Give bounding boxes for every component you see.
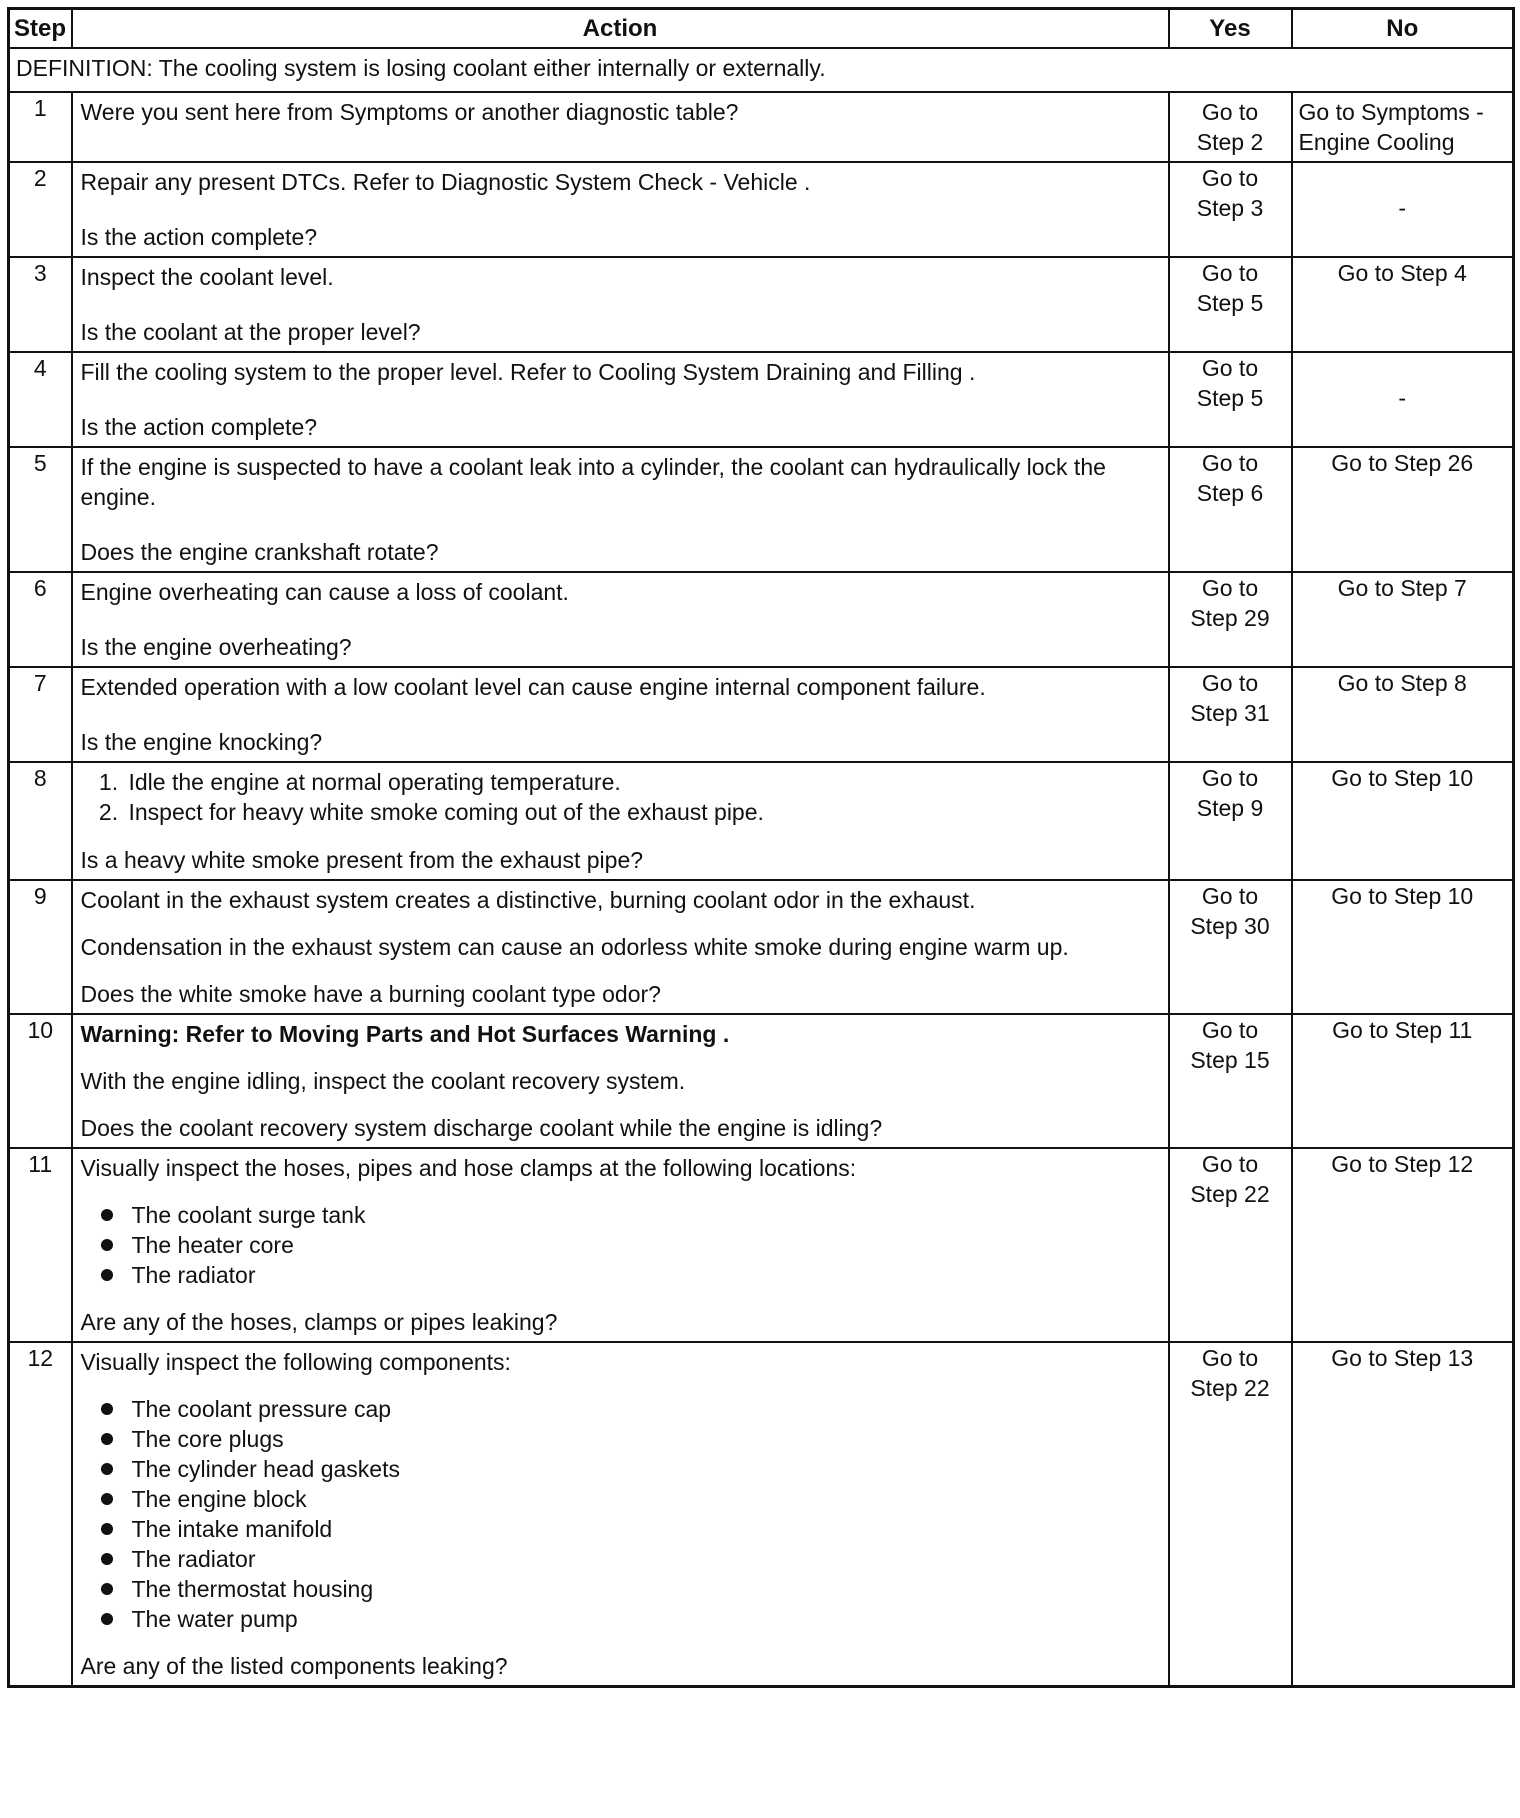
yes-cell: [1169, 762, 1292, 880]
header-yes: Yes: [1169, 9, 1292, 49]
action-text: With the engine idling, inspect the coolant recovery system.: [80, 1068, 686, 1094]
action-text: Were you sent here from Symptoms or another diagnostic table?: [80, 99, 739, 125]
action-cell: [72, 880, 1169, 1014]
yes-line: Go to: [1201, 765, 1259, 791]
action-cell: [72, 667, 1169, 762]
no-cell: Go to Step 13: [1292, 1342, 1514, 1687]
action-text: Visually inspect the hoses, pipes and hose clamps at the following locations:: [80, 1155, 857, 1181]
no-cell: Go to Step 8: [1292, 667, 1514, 762]
yes-line: Step 22: [1190, 1375, 1270, 1401]
table-row: [9, 1148, 1514, 1342]
yes-line: Step 6: [1196, 480, 1264, 506]
step-number: 8: [9, 762, 72, 880]
action-question: Is the engine overheating?: [80, 634, 352, 660]
list-item: The engine block: [81, 1484, 1160, 1514]
action-text: Extended operation with a low coolant level can cause engine internal component failure.: [80, 674, 986, 700]
list-item: The water pump: [81, 1604, 1160, 1634]
diagnostic-table: [7, 7, 1515, 1688]
list-item: 2. Inspect for heavy white smoke coming out of the exhaust pipe.: [125, 797, 1160, 827]
table-row: [9, 572, 1514, 667]
list-item: The cylinder head gaskets: [81, 1454, 1160, 1484]
list-item: The radiator: [81, 1260, 1160, 1290]
table-row: [9, 162, 1514, 257]
action-cell: [72, 162, 1169, 257]
yes-line: Go to: [1201, 670, 1259, 696]
yes-line: Step 29: [1190, 605, 1270, 631]
table-row: [9, 92, 1514, 162]
action-question: Is the action complete?: [80, 224, 318, 250]
no-cell: Go to Step 10: [1292, 880, 1514, 1014]
header-step: Step: [9, 9, 72, 49]
step-number: 3: [9, 257, 72, 352]
step-number: 11: [9, 1148, 72, 1342]
yes-line: Go to: [1201, 1345, 1259, 1371]
no-cell: Go to Step 12: [1292, 1148, 1514, 1342]
table-row: [9, 667, 1514, 762]
warning-text: Warning: Refer to Moving Parts and Hot Surfaces Warning .: [80, 1021, 730, 1047]
yes-cell: [1169, 572, 1292, 667]
yes-line: Step 3: [1196, 195, 1264, 221]
action-question: Are any of the hoses, clamps or pipes leaking?: [80, 1309, 558, 1335]
action-question: Does the coolant recovery system discharge coolant while the engine is idling?: [80, 1115, 883, 1141]
yes-cell: [1169, 257, 1292, 352]
yes-line: Go to: [1201, 355, 1259, 381]
action-text: Repair any present DTCs. Refer to Diagnostic System Check - Vehicle .: [80, 169, 811, 195]
yes-line: Step 30: [1190, 913, 1270, 939]
action-text: Fill the cooling system to the proper level. Refer to Cooling System Draining and Filling .: [80, 359, 976, 385]
action-text: Inspect the coolant level.: [80, 264, 334, 290]
no-cell: Go to Step 10: [1292, 762, 1514, 880]
yes-line: Go to: [1201, 1151, 1259, 1177]
bullet-list: [81, 1200, 1160, 1290]
no-cell: -: [1292, 352, 1514, 447]
yes-line: Step 15: [1190, 1047, 1270, 1073]
list-item: The radiator: [81, 1544, 1160, 1574]
yes-line: Go to: [1201, 165, 1259, 191]
table-row: [9, 762, 1514, 880]
header-action: Action: [72, 9, 1169, 49]
list-item: The intake manifold: [81, 1514, 1160, 1544]
header-row: [9, 9, 1514, 49]
no-line: Go to Symptoms -: [1298, 99, 1484, 125]
table-row: [9, 447, 1514, 572]
list-item: 1. Idle the engine at normal operating temperature.: [125, 767, 1160, 797]
action-question: Does the engine crankshaft rotate?: [80, 539, 439, 565]
action-question: Are any of the listed components leaking?: [80, 1653, 508, 1679]
action-question: Is the engine knocking?: [80, 729, 323, 755]
step-number: 9: [9, 880, 72, 1014]
action-text: Coolant in the exhaust system creates a distinctive, burning coolant odor in the exhaust.: [80, 887, 976, 913]
step-number: 1: [9, 92, 72, 162]
table-row: [9, 257, 1514, 352]
table-row: [9, 352, 1514, 447]
list-item: The core plugs: [81, 1424, 1160, 1454]
yes-cell: [1169, 447, 1292, 572]
numbered-list: [81, 767, 1160, 827]
no-line: Engine Cooling: [1298, 129, 1455, 155]
yes-line: Step 2: [1196, 129, 1264, 155]
yes-cell: [1169, 92, 1292, 162]
yes-cell: [1169, 1342, 1292, 1687]
step-number: 4: [9, 352, 72, 447]
action-text: Visually inspect the following components:: [80, 1349, 511, 1375]
action-cell: [72, 1148, 1169, 1342]
action-text: If the engine is suspected to have a coolant leak into a cylinder, the coolant can hydraulically lock the engine.: [80, 454, 1106, 510]
action-question: Is the coolant at the proper level?: [80, 319, 421, 345]
step-number: 7: [9, 667, 72, 762]
action-text: Engine overheating can cause a loss of coolant.: [80, 579, 569, 605]
yes-line: Step 5: [1196, 385, 1264, 411]
step-number: 6: [9, 572, 72, 667]
yes-line: Go to: [1201, 99, 1259, 125]
yes-line: Go to: [1201, 575, 1259, 601]
diagnostic-table-container: [7, 7, 1512, 1688]
action-cell: [72, 92, 1169, 162]
definition-row: [9, 48, 1514, 92]
bullet-list: [81, 1394, 1160, 1634]
header-no: No: [1292, 9, 1514, 49]
step-number: 2: [9, 162, 72, 257]
action-cell: [72, 762, 1169, 880]
no-cell: Go to Step 26: [1292, 447, 1514, 572]
yes-line: Go to: [1201, 450, 1259, 476]
yes-line: Step 31: [1190, 700, 1270, 726]
action-cell: [72, 257, 1169, 352]
action-question: Is the action complete?: [80, 414, 318, 440]
no-cell: Go to Step 4: [1292, 257, 1514, 352]
list-item: The heater core: [81, 1230, 1160, 1260]
yes-line: Go to: [1201, 883, 1259, 909]
yes-cell: [1169, 667, 1292, 762]
yes-cell: [1169, 1014, 1292, 1148]
action-text: Condensation in the exhaust system can cause an odorless white smoke during engine warm up.: [80, 934, 1069, 960]
list-item: The coolant pressure cap: [81, 1394, 1160, 1424]
step-number: 5: [9, 447, 72, 572]
yes-line: Go to: [1201, 260, 1259, 286]
action-question: Does the white smoke have a burning coolant type odor?: [80, 981, 661, 1007]
action-cell: [72, 1014, 1169, 1148]
yes-line: Step 22: [1190, 1181, 1270, 1207]
table-row: [9, 880, 1514, 1014]
step-number: 12: [9, 1342, 72, 1687]
no-cell: [1292, 92, 1514, 162]
action-cell: [72, 352, 1169, 447]
yes-line: Step 5: [1196, 290, 1264, 316]
yes-cell: [1169, 880, 1292, 1014]
definition-text: DEFINITION: The cooling system is losing coolant either internally or externally.: [9, 48, 1514, 92]
list-item: The thermostat housing: [81, 1574, 1160, 1604]
action-cell: [72, 1342, 1169, 1687]
no-cell: -: [1292, 162, 1514, 257]
table-row: [9, 1342, 1514, 1687]
yes-line: Step 9: [1196, 795, 1264, 821]
no-cell: Go to Step 7: [1292, 572, 1514, 667]
action-cell: [72, 572, 1169, 667]
yes-cell: [1169, 162, 1292, 257]
list-item: The coolant surge tank: [81, 1200, 1160, 1230]
yes-cell: [1169, 352, 1292, 447]
no-cell: Go to Step 11: [1292, 1014, 1514, 1148]
table-row: [9, 1014, 1514, 1148]
action-cell: [72, 447, 1169, 572]
yes-line: Go to: [1201, 1017, 1259, 1043]
yes-cell: [1169, 1148, 1292, 1342]
action-question: Is a heavy white smoke present from the exhaust pipe?: [80, 847, 644, 873]
step-number: 10: [9, 1014, 72, 1148]
